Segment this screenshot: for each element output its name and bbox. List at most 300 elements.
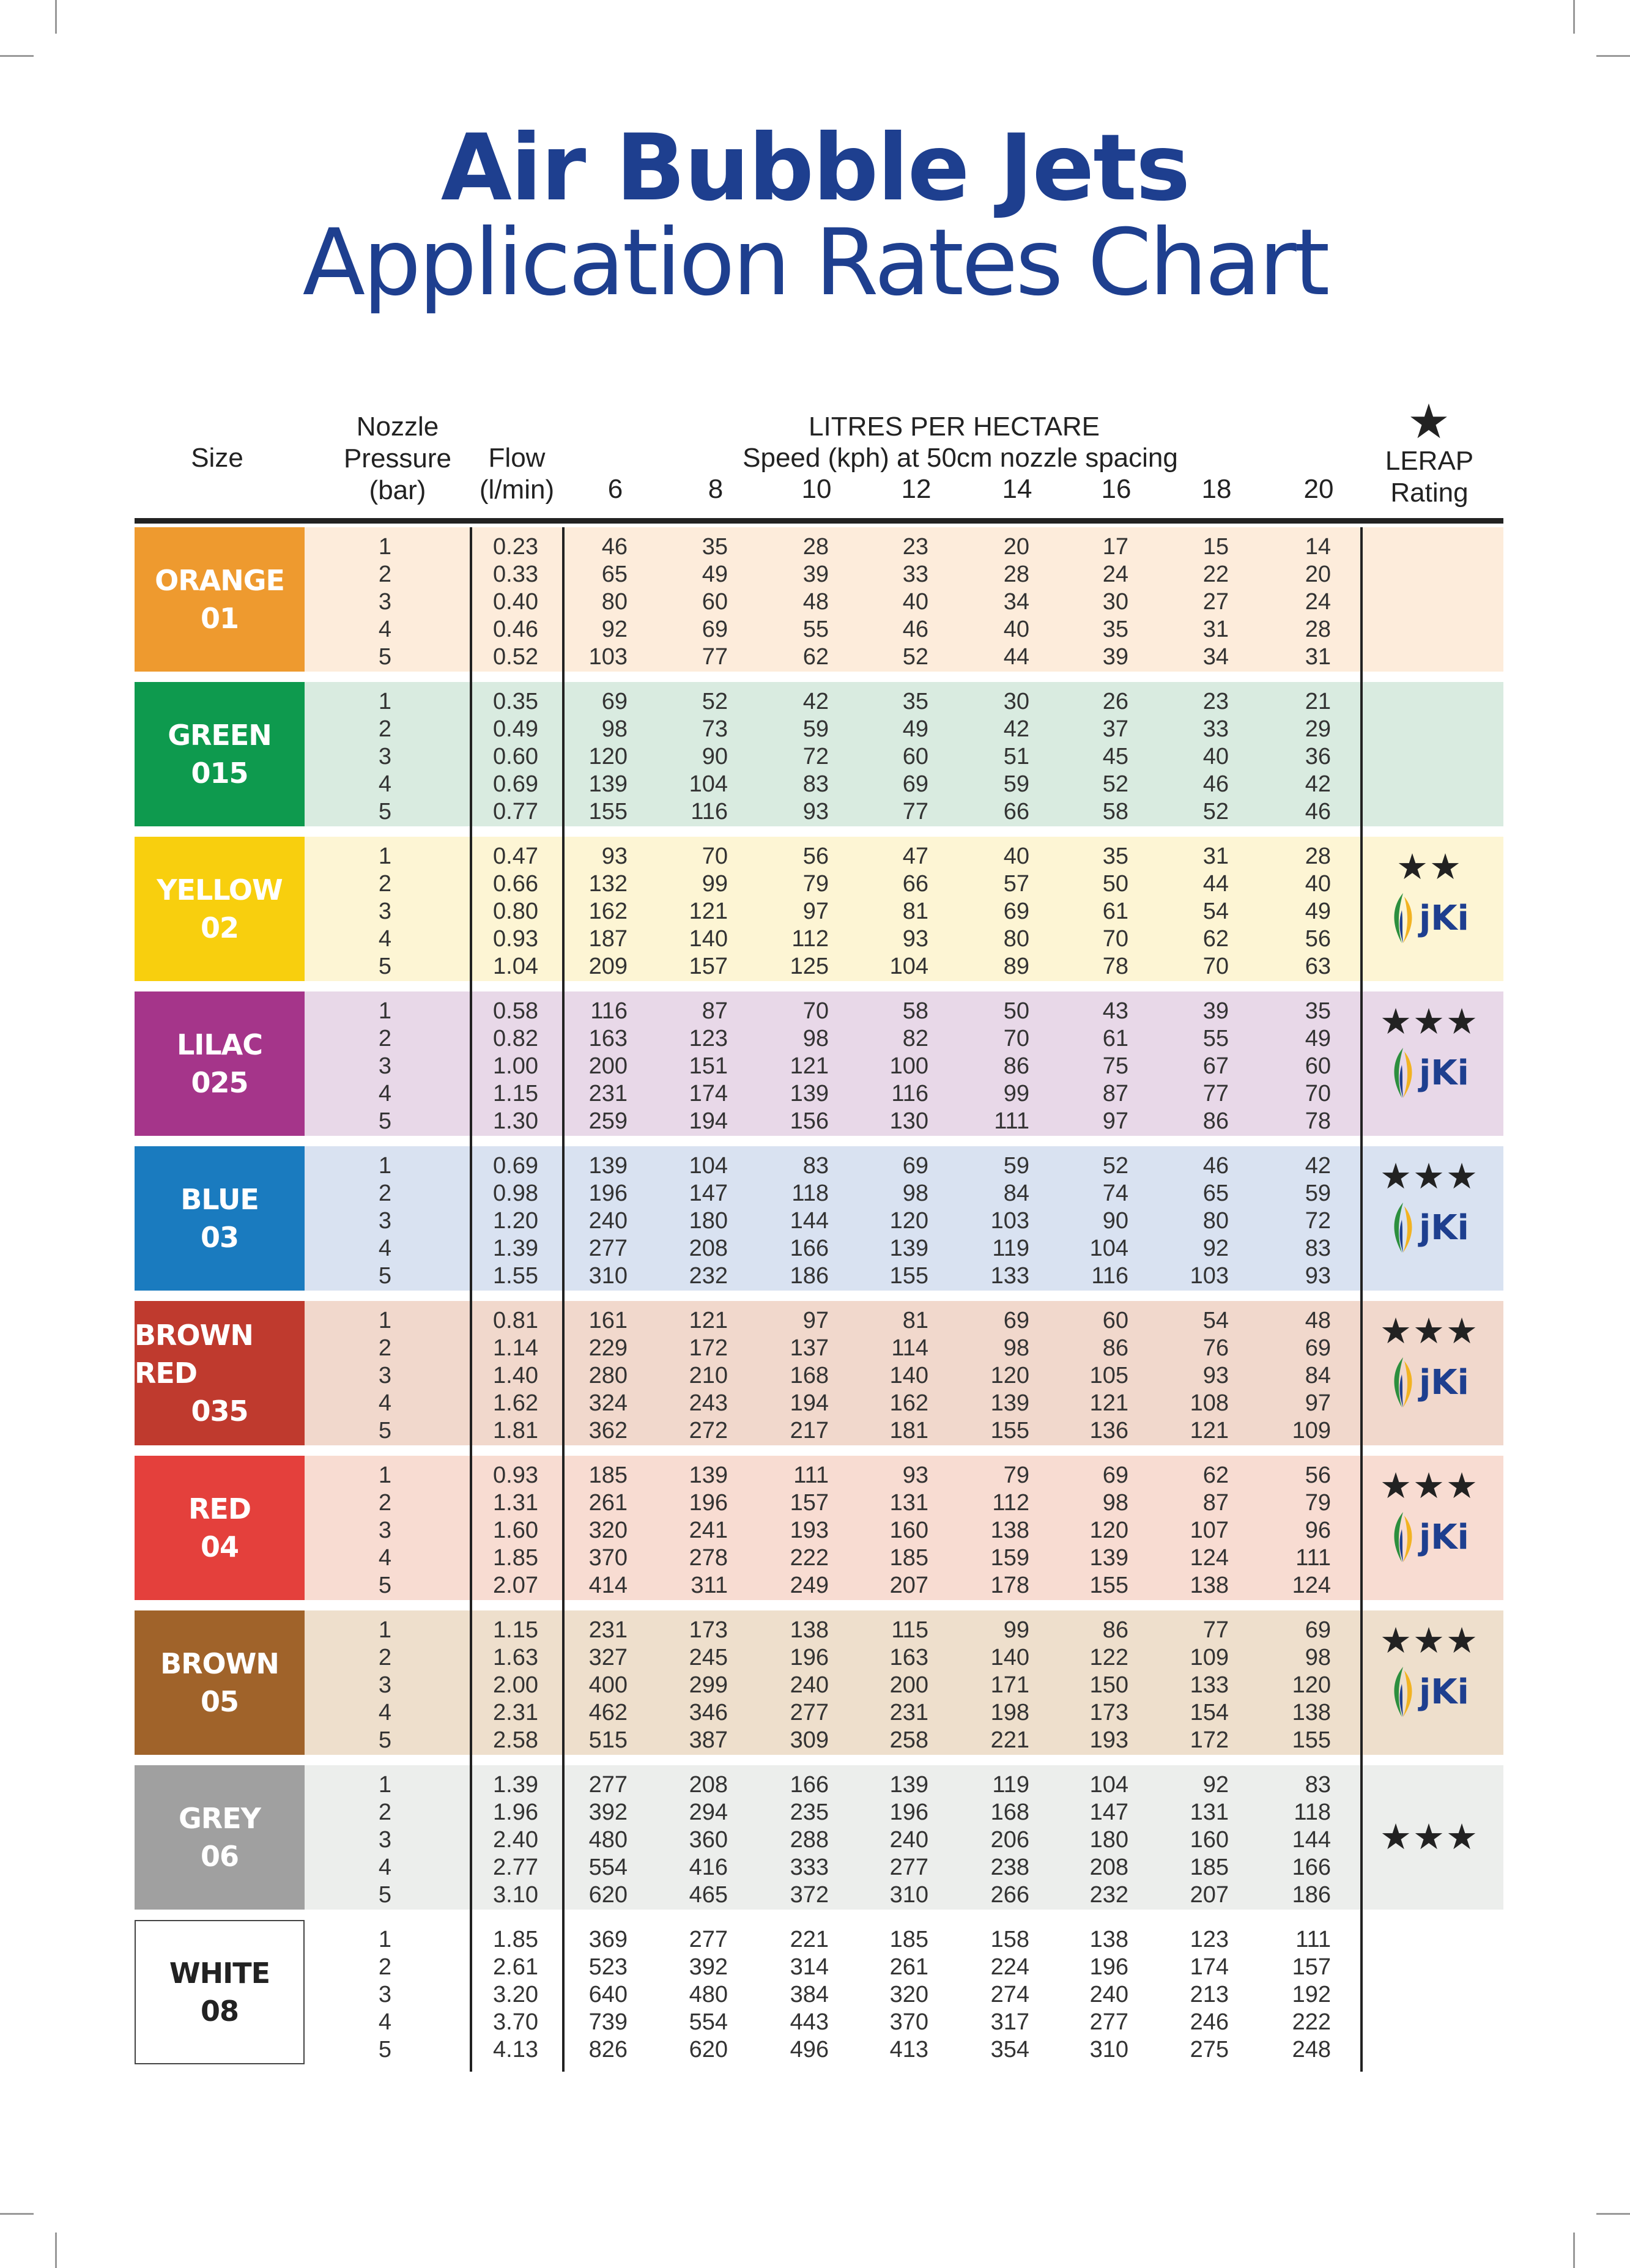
pressure-cell: 1 — [378, 1308, 391, 1333]
header-bar-line: (bar) — [369, 475, 426, 505]
rate-cell: 155 — [588, 799, 628, 825]
rate-cell: 159 — [990, 1545, 1029, 1571]
rate-cell: 23 — [1202, 689, 1229, 714]
rate-cell: 414 — [588, 1573, 628, 1598]
flow-cell: 0.49 — [493, 716, 538, 742]
rate-cell: 59 — [1003, 1153, 1029, 1179]
rate-cell: 99 — [1003, 1081, 1029, 1106]
pressure-cell: 2 — [378, 1180, 391, 1206]
rate-cell: 108 — [1190, 1390, 1229, 1416]
pressure-cell: 3 — [378, 1208, 391, 1234]
rate-cell: 221 — [990, 1727, 1029, 1753]
lerap-rating — [1365, 1158, 1494, 1254]
rate-cell: 310 — [588, 1263, 628, 1289]
rate-cell: 83 — [802, 771, 829, 797]
flow-cell: 0.23 — [493, 534, 538, 560]
pressure-cell: 3 — [378, 899, 391, 924]
rate-cell: 63 — [1305, 954, 1331, 979]
flow-cell: 4.13 — [493, 2037, 538, 2062]
rate-cell: 69 — [1003, 1308, 1029, 1333]
rate-cell: 193 — [790, 1518, 829, 1543]
flow-cell: 1.30 — [493, 1108, 538, 1134]
nozzle-size-cell — [135, 1610, 305, 1755]
pressure-cell: 4 — [378, 926, 391, 952]
rate-cell: 274 — [990, 1982, 1029, 2007]
rate-cell: 231 — [588, 1081, 628, 1106]
pressure-cell: 1 — [378, 1462, 391, 1488]
rate-cell: 35 — [1102, 617, 1128, 642]
rate-cell: 65 — [1202, 1180, 1229, 1206]
rate-cell: 185 — [889, 1927, 928, 1952]
rate-cell: 133 — [1190, 1672, 1229, 1698]
speed-header-14: 14 — [1002, 474, 1032, 504]
pressure-cell: 5 — [378, 1882, 391, 1908]
header-size: Size — [191, 443, 243, 473]
pressure-cell: 5 — [378, 2037, 391, 2062]
rate-cell: 55 — [1202, 1026, 1229, 1051]
lerap-rating — [1365, 849, 1494, 944]
nozzle-code: 035 — [191, 1395, 248, 1428]
rate-cell: 28 — [1003, 561, 1029, 587]
rate-cell: 59 — [802, 716, 829, 742]
rate-cell: 112 — [992, 1490, 1029, 1516]
rate-cell: 496 — [790, 2037, 829, 2062]
rate-cell: 207 — [889, 1573, 928, 1598]
lerap-stars-icon: ★★★ — [1380, 1817, 1479, 1857]
rate-cell: 30 — [1003, 689, 1029, 714]
nozzle-color-name: BROWN — [160, 1647, 279, 1680]
pressure-cell: 2 — [378, 871, 391, 897]
rate-cell: 174 — [1190, 1954, 1229, 1980]
pressure-cell: 1 — [378, 1153, 391, 1179]
rate-cell: 136 — [1089, 1418, 1128, 1443]
rate-cell: 30 — [1102, 589, 1128, 615]
rate-cell: 77 — [702, 644, 728, 670]
rate-cell: 173 — [689, 1617, 728, 1643]
rate-cell: 121 — [790, 1053, 829, 1079]
rate-cell: 105 — [1089, 1363, 1128, 1388]
nozzle-size-cell — [135, 1765, 305, 1910]
rate-cell: 161 — [588, 1308, 628, 1333]
rate-cell: 98 — [1003, 1335, 1029, 1361]
rate-cell: 84 — [1003, 1180, 1029, 1206]
rate-cell: 272 — [689, 1418, 728, 1443]
rate-cell: 23 — [902, 534, 928, 560]
rate-cell: 139 — [990, 1390, 1029, 1416]
rate-cell: 235 — [790, 1799, 829, 1825]
lerap-rating — [1365, 1313, 1494, 1409]
rate-cell: 392 — [689, 1954, 728, 1980]
nozzle-color-name: RED — [188, 1492, 251, 1525]
flow-cell: 0.82 — [493, 1026, 538, 1051]
rate-cell: 97 — [802, 899, 829, 924]
rate-cell: 123 — [1190, 1927, 1229, 1952]
pressure-cell: 4 — [378, 1390, 391, 1416]
rate-cell: 178 — [990, 1573, 1029, 1598]
rate-cell: 22 — [1202, 561, 1229, 587]
nozzle-size-cell — [135, 1920, 305, 2064]
pressure-cell: 4 — [378, 617, 391, 642]
speed-header-10: 10 — [801, 474, 832, 504]
pressure-cell: 2 — [378, 561, 391, 587]
rate-cell: 109 — [1292, 1418, 1331, 1443]
rate-cell: 278 — [689, 1545, 728, 1571]
rate-cell: 39 — [1102, 644, 1128, 670]
rate-cell: 98 — [802, 1026, 829, 1051]
flow-cell: 1.39 — [493, 1236, 538, 1261]
rate-cell: 107 — [1190, 1518, 1229, 1543]
flow-cell: 0.47 — [493, 843, 538, 869]
rate-cell: 346 — [689, 1700, 728, 1725]
rate-cell: 324 — [588, 1390, 628, 1416]
jki-leaf-icon — [1390, 1201, 1417, 1254]
rate-cell: 172 — [689, 1335, 728, 1361]
title-line-1: Air Bubble Jets — [440, 115, 1190, 221]
rate-cell: 97 — [802, 1308, 829, 1333]
rate-cell: 104 — [689, 1153, 728, 1179]
rate-cell: 67 — [1202, 1053, 1229, 1079]
header-rating-line: Rating — [1390, 478, 1469, 508]
crop-mark — [1573, 2233, 1575, 2268]
pressure-cell: 5 — [378, 1573, 391, 1598]
rate-cell: 78 — [1305, 1108, 1331, 1134]
rate-cell: 222 — [790, 1545, 829, 1571]
rate-cell: 249 — [790, 1573, 829, 1598]
rate-cell: 369 — [588, 1927, 628, 1952]
rate-cell: 246 — [1190, 2009, 1229, 2035]
rate-cell: 97 — [1102, 1108, 1128, 1134]
lerap-rating — [1365, 1004, 1494, 1099]
rate-cell: 93 — [902, 926, 928, 952]
nozzle-size-cell — [135, 1146, 305, 1291]
lerap-stars-icon: ★★★ — [1380, 1002, 1479, 1042]
rate-cell: 54 — [1202, 1308, 1229, 1333]
rate-cell: 277 — [588, 1236, 628, 1261]
flow-cell: 3.70 — [493, 2009, 538, 2035]
rate-cell: 80 — [1202, 1208, 1229, 1234]
rate-cell: 44 — [1003, 644, 1029, 670]
flow-rates-divider — [562, 527, 565, 2072]
rate-cell: 240 — [790, 1672, 829, 1698]
rate-cell: 42 — [1305, 771, 1331, 797]
flow-cell: 0.69 — [493, 771, 538, 797]
speed-header-18: 18 — [1201, 474, 1232, 504]
rate-cell: 118 — [1294, 1799, 1331, 1825]
rate-cell: 69 — [1102, 1462, 1128, 1488]
rate-cell: 37 — [1102, 716, 1128, 742]
rate-cell: 90 — [702, 744, 728, 769]
rate-cell: 144 — [1292, 1827, 1331, 1853]
rate-cell: 52 — [902, 644, 928, 670]
rate-cell: 69 — [1305, 1335, 1331, 1361]
rate-cell: 40 — [1003, 843, 1029, 869]
rate-cell: 92 — [1202, 1772, 1229, 1798]
rate-cell: 206 — [990, 1827, 1029, 1853]
rate-cell: 26 — [1102, 689, 1128, 714]
nozzle-size-cell — [135, 682, 305, 826]
rate-cell: 119 — [992, 1772, 1029, 1798]
rate-cell: 137 — [790, 1335, 829, 1361]
rate-cell: 47 — [902, 843, 928, 869]
pressure-cell: 2 — [378, 1799, 391, 1825]
rate-cell: 70 — [1202, 954, 1229, 979]
rate-cell: 162 — [889, 1390, 928, 1416]
rate-cell: 111 — [1295, 1927, 1331, 1952]
rate-cell: 50 — [1102, 871, 1128, 897]
rate-cell: 160 — [889, 1518, 928, 1543]
rate-cell: 93 — [802, 799, 829, 825]
rate-cell: 33 — [902, 561, 928, 587]
rate-cell: 56 — [802, 843, 829, 869]
rate-cell: 294 — [689, 1799, 728, 1825]
crop-mark — [1596, 55, 1630, 57]
header-nozzle-pressure — [306, 411, 489, 506]
flow-cell: 1.39 — [493, 1772, 538, 1798]
rate-cell: 89 — [1003, 954, 1029, 979]
rate-cell: 320 — [889, 1982, 928, 2007]
rate-cell: 98 — [1102, 1490, 1128, 1516]
flow-cell: 1.15 — [493, 1617, 538, 1643]
rate-cell: 116 — [891, 1081, 928, 1106]
rate-cell: 52 — [702, 689, 728, 714]
rate-cell: 327 — [588, 1645, 628, 1670]
title-line-2: Application Rates Chart — [302, 210, 1328, 316]
pressure-cell: 3 — [378, 1518, 391, 1543]
jki-wordmark: jKi — [1419, 1672, 1469, 1712]
rate-cell: 360 — [689, 1827, 728, 1853]
rate-cell: 59 — [1305, 1180, 1331, 1206]
rate-cell: 248 — [1292, 2037, 1331, 2062]
flow-cell: 0.46 — [493, 617, 538, 642]
rate-cell: 243 — [689, 1390, 728, 1416]
rate-cell: 92 — [1202, 1236, 1229, 1261]
rate-cell: 70 — [1305, 1081, 1331, 1106]
rate-cell: 173 — [1089, 1700, 1128, 1725]
rate-cell: 311 — [691, 1573, 728, 1598]
flow-cell: 0.81 — [493, 1308, 538, 1333]
rate-cell: 139 — [689, 1462, 728, 1488]
rate-cell: 241 — [689, 1518, 728, 1543]
jki-wordmark: jKi — [1419, 1207, 1469, 1248]
rate-cell: 309 — [790, 1727, 829, 1753]
rate-cell: 155 — [889, 1263, 928, 1289]
rate-cell: 61 — [1102, 899, 1128, 924]
pressure-cell: 5 — [378, 799, 391, 825]
pressure-cell: 4 — [378, 771, 391, 797]
rate-cell: 131 — [1190, 1799, 1229, 1825]
rate-cell: 151 — [689, 1053, 728, 1079]
rate-cell: 465 — [689, 1882, 728, 1908]
header-lerap-line: LERAP — [1385, 446, 1474, 476]
rate-cell: 232 — [1089, 1882, 1128, 1908]
flow-cell: 0.98 — [493, 1180, 538, 1206]
rate-cell: 58 — [1102, 799, 1128, 825]
rate-cell: 277 — [1089, 2009, 1128, 2035]
rate-cell: 400 — [588, 1672, 628, 1698]
rate-cell: 275 — [1190, 2037, 1229, 2062]
rate-cell: 185 — [588, 1462, 628, 1488]
rate-cell: 354 — [990, 2037, 1029, 2062]
rate-cell: 15 — [1202, 534, 1229, 560]
nozzle-color-name: BLUE — [180, 1183, 259, 1216]
rate-cell: 79 — [1305, 1490, 1331, 1516]
rate-cell: 156 — [790, 1108, 829, 1134]
rate-cell: 120 — [1089, 1518, 1128, 1543]
pressure-cell: 1 — [378, 998, 391, 1024]
rate-cell: 171 — [990, 1672, 1029, 1698]
rate-cell: 69 — [601, 689, 628, 714]
rate-cell: 39 — [1202, 998, 1229, 1024]
rate-cell: 60 — [902, 744, 928, 769]
flow-cell: 0.52 — [493, 644, 538, 670]
flow-cell: 1.04 — [493, 954, 538, 979]
rate-cell: 34 — [1202, 644, 1229, 670]
nozzle-code: 03 — [200, 1221, 239, 1254]
flow-cell: 1.85 — [493, 1545, 538, 1571]
pressure-cell: 2 — [378, 716, 391, 742]
rate-cell: 76 — [1202, 1335, 1229, 1361]
rate-cell: 111 — [1295, 1545, 1331, 1571]
header-flow-unit: (l/min) — [479, 475, 555, 505]
rate-cell: 31 — [1305, 644, 1331, 670]
rate-cell: 163 — [889, 1645, 928, 1670]
pressure-cell: 5 — [378, 1727, 391, 1753]
nozzle-size-cell — [135, 1456, 305, 1600]
rate-cell: 416 — [689, 1855, 728, 1880]
rate-cell: 266 — [990, 1882, 1029, 1908]
rate-cell: 104 — [1089, 1236, 1128, 1261]
rate-cell: 69 — [902, 771, 928, 797]
rate-cell: 277 — [790, 1700, 829, 1725]
rate-cell: 162 — [588, 899, 628, 924]
lerap-star-icon: ★ — [1407, 395, 1451, 448]
rate-cell: 49 — [1305, 1026, 1331, 1051]
flow-cell: 0.35 — [493, 689, 538, 714]
flow-cell: 1.40 — [493, 1363, 538, 1388]
rate-cell: 261 — [588, 1490, 628, 1516]
pressure-cell: 1 — [378, 1927, 391, 1952]
pressure-cell: 5 — [378, 1263, 391, 1289]
pressure-cell: 3 — [378, 1363, 391, 1388]
rate-cell: 554 — [689, 2009, 728, 2035]
rate-cell: 333 — [790, 1855, 829, 1880]
rate-cell: 154 — [1190, 1700, 1229, 1725]
rate-cell: 155 — [1292, 1727, 1331, 1753]
header-nozzle-line: Nozzle — [356, 412, 439, 442]
pressure-cell: 1 — [378, 534, 391, 560]
speed-header-8: 8 — [708, 474, 724, 504]
rate-cell: 98 — [1305, 1645, 1331, 1670]
flow-cell: 1.60 — [493, 1518, 538, 1543]
rate-cell: 181 — [889, 1418, 928, 1443]
jki-leaf-icon — [1390, 1666, 1417, 1718]
rate-cell: 118 — [791, 1180, 829, 1206]
rate-cell: 138 — [790, 1617, 829, 1643]
nozzle-size-cell — [135, 527, 305, 672]
rate-cell: 523 — [588, 1954, 628, 1980]
speed-header-16: 16 — [1101, 474, 1132, 504]
rate-cell: 138 — [1089, 1927, 1128, 1952]
rate-cell: 82 — [902, 1026, 928, 1051]
nozzle-color-name: BROWN RED — [135, 1319, 253, 1390]
rate-cell: 196 — [1089, 1954, 1128, 1980]
rate-cell: 44 — [1202, 871, 1229, 897]
header-speed: Speed (kph) at 50cm nozzle spacing — [743, 443, 1178, 473]
rate-cell: 413 — [889, 2037, 928, 2062]
speed-header-12: 12 — [901, 474, 932, 504]
nozzle-code: 01 — [200, 602, 239, 635]
rate-cell: 66 — [1003, 799, 1029, 825]
rate-cell: 70 — [802, 998, 829, 1024]
rate-cell: 186 — [1292, 1882, 1331, 1908]
jki-logo — [1365, 1356, 1494, 1409]
rate-cell: 196 — [588, 1180, 628, 1206]
rate-cell: 40 — [1202, 744, 1229, 769]
rate-cell: 69 — [1003, 899, 1029, 924]
rate-cell: 240 — [1089, 1982, 1128, 2007]
pressure-cell: 5 — [378, 1418, 391, 1443]
jki-wordmark: jKi — [1419, 898, 1469, 938]
pressure-cell: 3 — [378, 1827, 391, 1853]
rate-cell: 120 — [990, 1363, 1029, 1388]
rate-cell: 69 — [702, 617, 728, 642]
rate-cell: 462 — [588, 1700, 628, 1725]
rate-cell: 61 — [1102, 1026, 1128, 1051]
rate-cell: 221 — [790, 1927, 829, 1952]
nozzle-color-name: YELLOW — [157, 873, 283, 906]
rate-cell: 196 — [790, 1645, 829, 1670]
flow-cell: 1.62 — [493, 1390, 538, 1416]
jki-leaf-icon — [1390, 1356, 1417, 1409]
pressure-cell: 4 — [378, 1236, 391, 1261]
header-lerap — [1365, 395, 1494, 509]
rate-cell: 139 — [588, 1153, 628, 1179]
rate-cell: 77 — [902, 799, 928, 825]
rate-cell: 87 — [702, 998, 728, 1024]
rate-cell: 112 — [791, 926, 829, 952]
rate-cell: 277 — [889, 1855, 928, 1880]
rate-cell: 49 — [702, 561, 728, 587]
rate-cell: 35 — [702, 534, 728, 560]
flow-cell: 1.20 — [493, 1208, 538, 1234]
pressure-cell: 1 — [378, 1617, 391, 1643]
pressure-cell: 2 — [378, 1954, 391, 1980]
rate-cell: 157 — [790, 1490, 829, 1516]
rate-cell: 42 — [1003, 716, 1029, 742]
rate-cell: 33 — [1202, 716, 1229, 742]
rate-cell: 314 — [790, 1954, 829, 1980]
rate-cell: 116 — [691, 799, 728, 825]
rate-cell: 121 — [689, 1308, 728, 1333]
rate-cell: 640 — [588, 1982, 628, 2007]
rate-cell: 35 — [1305, 998, 1331, 1024]
rate-cell: 28 — [802, 534, 829, 560]
rate-cell: 310 — [889, 1882, 928, 1908]
jki-logo — [1365, 1511, 1494, 1563]
rate-cell: 62 — [1202, 926, 1229, 952]
rate-cell: 200 — [889, 1672, 928, 1698]
rate-cell: 34 — [1003, 589, 1029, 615]
rate-cell: 17 — [1102, 534, 1128, 560]
rate-cell: 138 — [1292, 1700, 1331, 1725]
rate-cell: 56 — [1305, 1462, 1331, 1488]
rate-cell: 103 — [588, 644, 628, 670]
rate-cell: 57 — [1003, 871, 1029, 897]
flow-cell: 1.00 — [493, 1053, 538, 1079]
rate-cell: 180 — [1089, 1827, 1128, 1853]
pressure-cell: 5 — [378, 1108, 391, 1134]
rate-cell: 180 — [689, 1208, 728, 1234]
